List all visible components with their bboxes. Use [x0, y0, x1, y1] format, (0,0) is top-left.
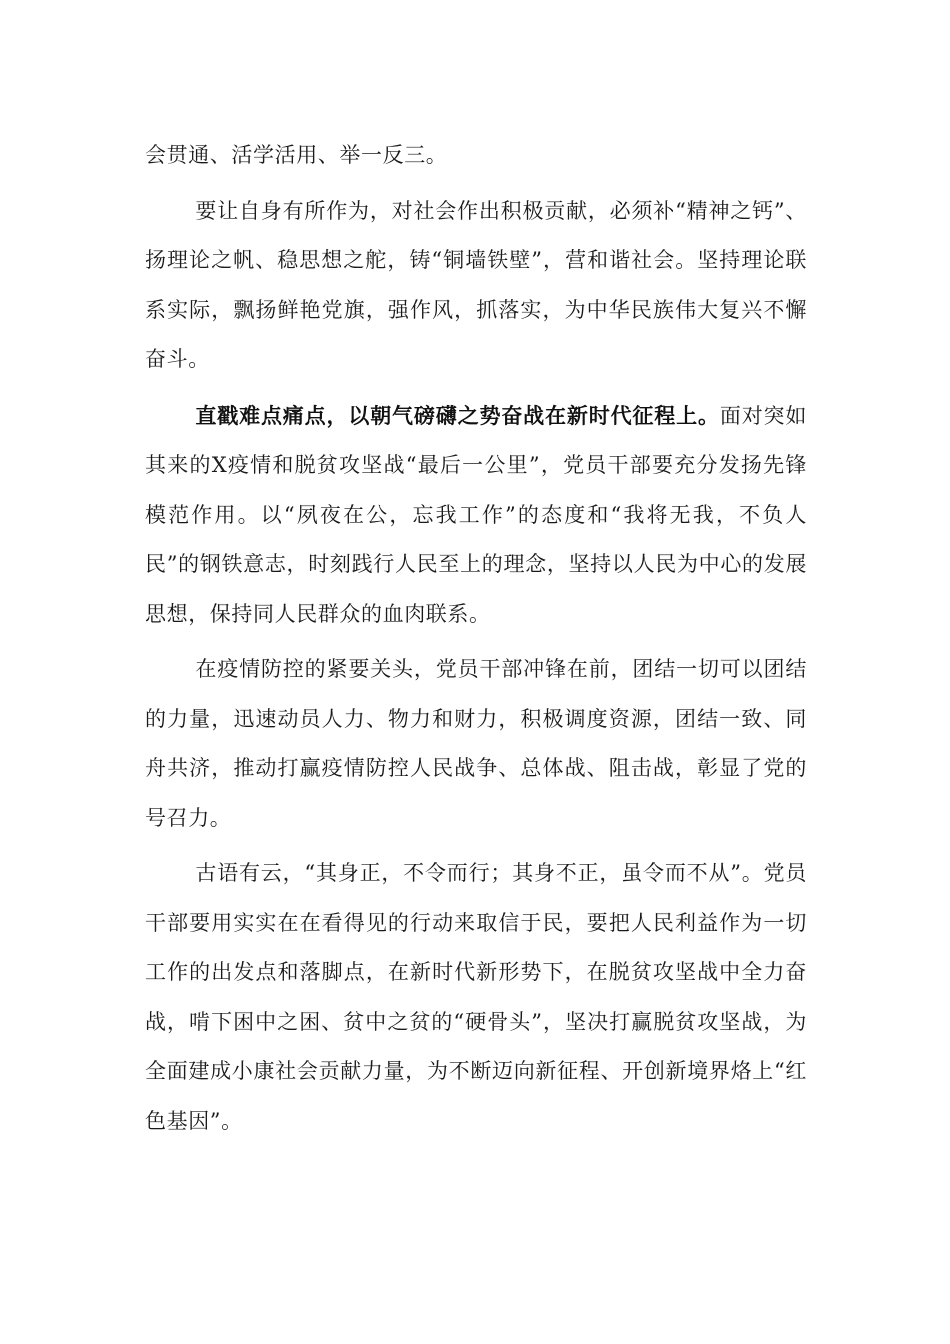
- paragraph: [145, 849, 807, 1146]
- document-body: [145, 131, 807, 1152]
- paragraph-text: 会贯通、活学活用、举一反三。: [145, 143, 448, 167]
- paragraph-continuation: [145, 131, 807, 181]
- paragraph-text: 要让自身有所作为，对社会作出积极贡献，必须补“精神之钙”、扬理论之帆、稳思想之舵，铸“铜墙铁壁”，营和谐社会。坚持理论联系实际，飘扬鲜艳党旗，强作风，抓落实，为中华民族伟大复兴不懈奋斗。: [145, 198, 807, 371]
- paragraph-text: 面对突如其来的X疫情和脱贫攻坚战“最后一公里”，党员干部要充分发扬先锋模范作用。以“夙夜在公，忘我工作”的态度和“我将无我，不负人民”的钢铁意志，时刻践行人民至上的理念，坚持以人民为中心的发展思想，保持同人民群众的血肉联系。: [145, 403, 807, 626]
- paragraph-lead-heading: 直戳难点痛点，以朝气磅礴之势奋战在新时代征程上。: [195, 402, 720, 428]
- paragraph-text: 在疫情防控的紧要关头，党员干部冲锋在前，团结一切可以团结的力量，迅速动员人力、物力和财力，积极调度资源，团结一致、同舟共济，推动打赢疫情防控人民战争、总体战、阻击战，彰显了党的号召力。: [145, 657, 807, 830]
- paragraph-text: 古语有云，“其身正，不令而行；其身不正，虽令而不从”。党员干部要用实实在在看得见的行动来取信于民，要把人民利益作为一切工作的出发点和落脚点，在新时代新形势下，在脱贫攻坚战中全力奋战，啃下困中之困、贫中之贫的“硬骨头”，坚决打赢脱贫攻坚战，为全面建成小康社会贡献力量，为不断迈向新征程、开创新境界烙上“红色基因”。: [145, 861, 807, 1133]
- paragraph: [145, 187, 807, 385]
- paragraph-with-lead: [145, 391, 807, 640]
- paragraph: [145, 645, 807, 843]
